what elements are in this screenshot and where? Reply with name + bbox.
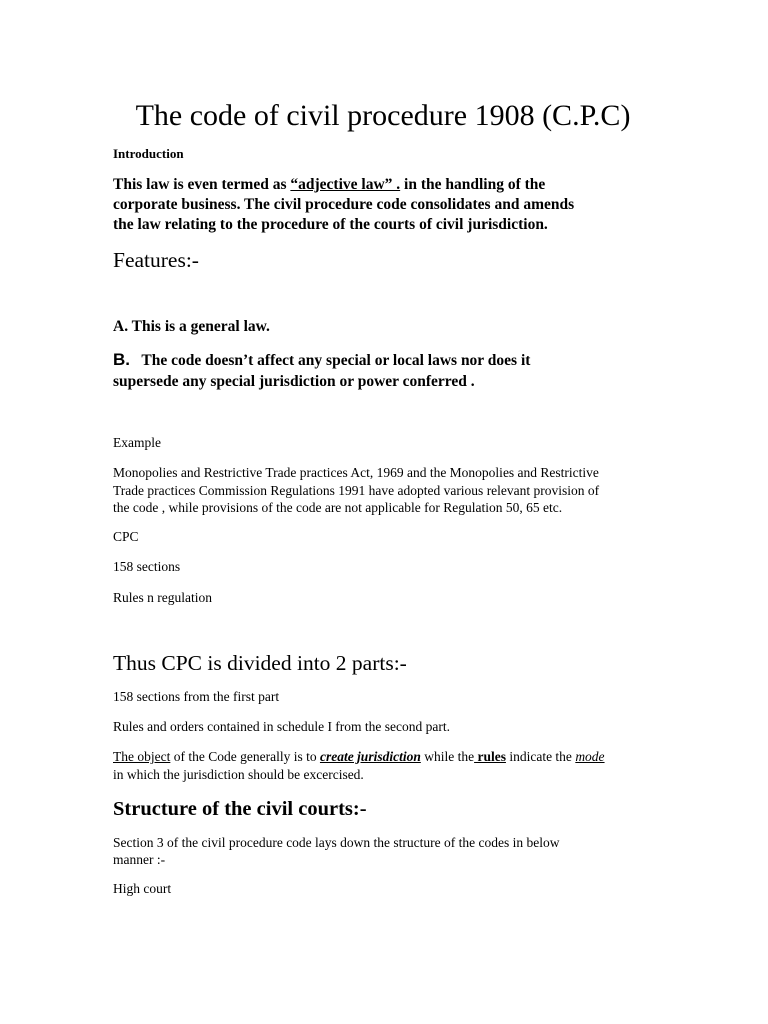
intro-text-after: in the handling of the	[400, 176, 546, 193]
object-line-1	[113, 748, 605, 765]
example-label: Example	[113, 435, 161, 450]
part-2-text: Rules and orders contained in schedule I from the second part.	[113, 719, 451, 734]
feature-a: A. This is a general law.	[113, 318, 270, 335]
feature-b-line-2: supersede any special jurisdiction or power conferred .	[113, 373, 475, 390]
intro-line-1	[113, 175, 545, 195]
mode-text: mode	[575, 749, 605, 764]
object-text-segment: of the Code generally is to	[170, 749, 320, 764]
structure-line-1: Section 3 of the civil procedure code lays down the structure of the codes in below	[113, 835, 560, 850]
object-line-2: in which the jurisdiction should be excercised.	[113, 767, 364, 782]
object-text-segment: while the	[420, 749, 475, 764]
structure-heading: Structure of the civil courts:-	[113, 798, 367, 820]
rules-regulation-text: Rules n regulation	[113, 590, 212, 605]
intro-line-2: corporate business. The civil procedure code consolidates and amends	[113, 196, 575, 213]
feature-b-line-1	[113, 350, 530, 371]
parts-heading: Thus CPC is divided into 2 parts:-	[113, 651, 407, 675]
part-1-text: 158 sections from the first part	[113, 689, 280, 704]
high-court-text: High court	[113, 881, 172, 896]
introduction-label: Introduction	[113, 146, 184, 161]
feature-b-marker: B.	[113, 350, 130, 369]
the-object-text: The object	[113, 749, 171, 764]
sections-text: 158 sections	[113, 559, 181, 574]
intro-line-3: the law relating to the procedure of the courts of civil jurisdiction.	[113, 216, 548, 233]
feature-b-text-1: The code doesn’t affect any special or local laws nor does it	[141, 352, 531, 369]
rules-text: rules	[474, 749, 506, 764]
create-jurisdiction-text: create jurisdiction	[319, 749, 421, 764]
page-title: The code of civil procedure 1908 (C.P.C)	[135, 99, 631, 132]
cpc-text: CPC	[113, 529, 139, 544]
features-heading: Features:-	[113, 248, 199, 272]
structure-line-2: manner :-	[113, 852, 166, 867]
intro-text-before: This law is even termed as	[113, 176, 291, 193]
object-text-segment: indicate the	[505, 749, 576, 764]
example-line-3: the code , while provisions of the code are not applicable for Regulation 50, 65 etc.	[113, 500, 563, 515]
example-line-2: Trade practices Commission Regulations 1991 have adopted various relevant provision of	[113, 483, 600, 498]
example-line-1: Monopolies and Restrictive Trade practices Act, 1969 and the Monopolies and Restrictive	[113, 465, 599, 480]
adjective-law-quote: “adjective law” .	[290, 176, 401, 193]
